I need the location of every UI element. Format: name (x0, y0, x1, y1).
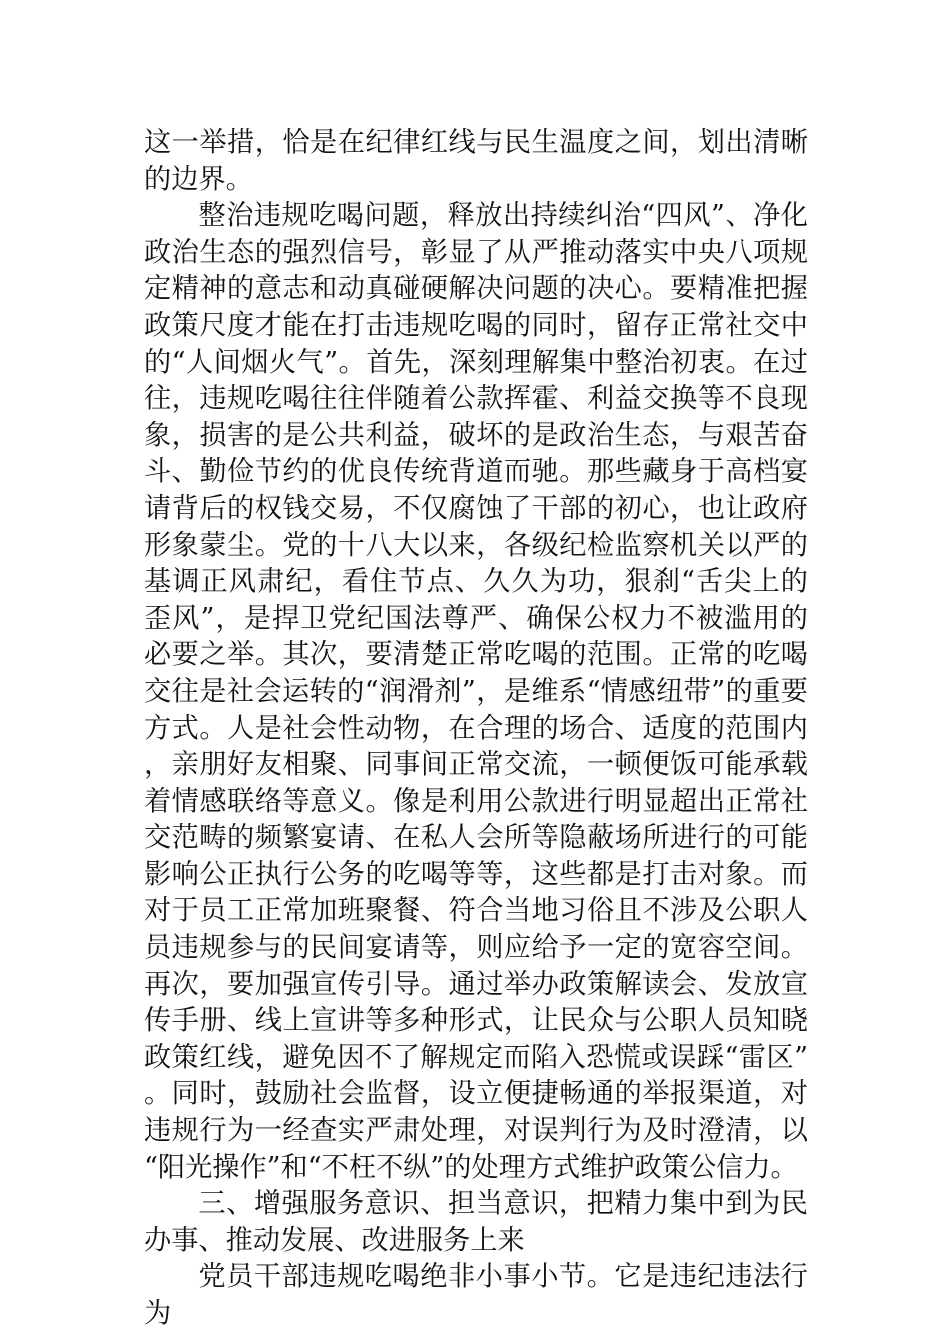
paragraph-cadre-dining-not-trivial: 党员干部违规吃喝绝非小事小节。它是违纪违法行为 (144, 1261, 808, 1329)
section-heading-three: 三、增强服务意识、担当意识，把精力集中到为民办事、推动发展、改进服务上来 (144, 1188, 808, 1256)
document-body (144, 125, 808, 1333)
paragraph-continuation: 这一举措，恰是在纪律红线与民生温度之间，划出清晰的边界。 (144, 127, 808, 195)
paragraph-rectify-improper-dining: 整治违规吃喝问题，释放出持续纠治“四风”、净化政治生态的强烈信号，彰显了从严推动落实中央八项规定精神的意志和动真碰硬解决问题的决心。要精准把握政策尺度才能在打击违规吃喝的同时，留存正常社交中的“人间烟火气”。首先，深刻理解集中整治初衷。在过往，违规吃喝往往伴随着公款挥霍、利益交换等不良现象，损害的是公共利益，破坏的是政治生态，与艰苦奋斗、勤俭节约的优良传统背道而驰。那些藏身于高档宴请背后的权钱交易，不仅腐蚀了干部的初心，也让政府形象蒙尘。党的十八大以来，各级纪检监察机关以严的基调正风肃纪，看住节点、久久为功，狠刹“舌尖上的歪风”，是捍卫党纪国法尊严、确保公权力不被滥用的必要之举。其次，要清楚正常吃喝的范围。正常的吃喝交往是社会运转的“润滑剂”，是维系“情感纽带”的重要方式。人是社会性动物，在合理的场合、适度的范围内，亲朋好友相聚、同事间正常交流，一顿便饭可能承载着情感联络等意义。像是利用公款进行明显超出正常社交范畴的频繁宴请、在私人会所等隐蔽场所进行的可能影响公正执行公务的吃喝等等，这些都是打击对象。而对于员工正常加班聚餐、符合当地习俗且不涉及公职人员违规参与的民间宴请等，则应给予一定的宽容空间。再次，要加强宣传引导。通过举办政策解读会、发放宣传手册、线上宣讲等多种形式，让民众与公职人员知晓政策红线，避免因不了解规定而陷入恐慌或误踩“雷区”。同时，鼓励社会监督，设立便捷畅通的举报渠道，对违规行为一经查实严肃处理，对误判行为及时澄清，以“阳光操作”和“不枉不纵”的处理方式维护政策公信力。 (144, 200, 808, 1183)
